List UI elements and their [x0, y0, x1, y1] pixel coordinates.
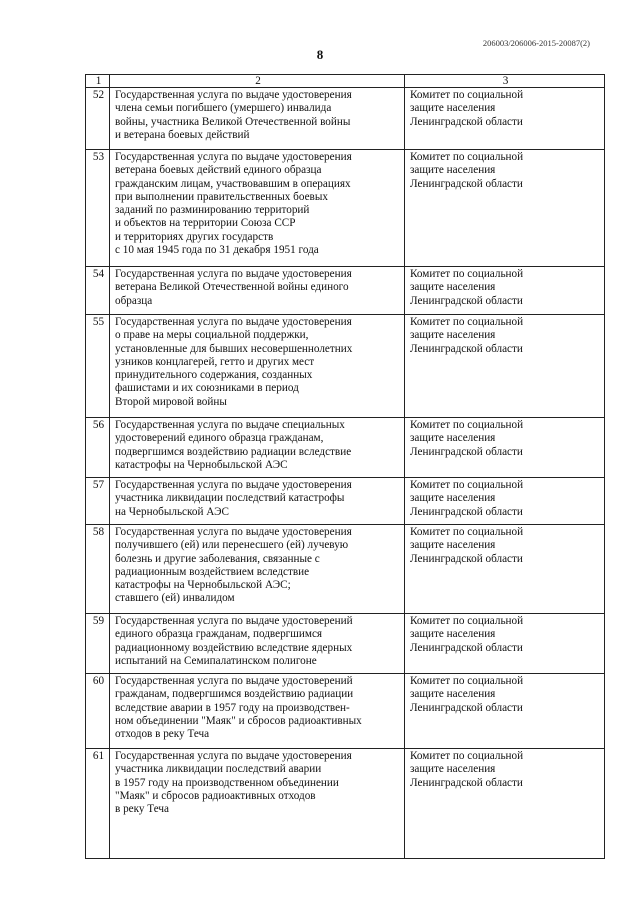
table-row	[86, 315, 605, 418]
row-number: 54	[86, 267, 110, 315]
authority-name: Комитет по социальной защите населения Ленинградской области	[405, 674, 605, 749]
row-number: 55	[86, 315, 110, 418]
row-number: 59	[86, 614, 110, 674]
column-header: 2	[110, 75, 405, 88]
document-id: 206003/206006-2015-20087(2)	[482, 38, 590, 48]
service-name: Государственная услуга по выдаче специальных удостоверений единого образца гражданам, подвергшимся воздействию радиации вследствие катастрофы на Чернобыльской АЭС	[110, 418, 405, 478]
service-name: Государственная услуга по выдаче удостоверения члена семьи погибшего (умершего) инвалида войны, участника Великой Отечественной войны и ветерана боевых действий	[110, 88, 405, 150]
authority-name: Комитет по социальной защите населения Ленинградской области	[405, 525, 605, 614]
column-header: 1	[86, 75, 110, 88]
row-number: 56	[86, 418, 110, 478]
row-number: 60	[86, 674, 110, 749]
row-number: 57	[86, 478, 110, 525]
service-name: Государственная услуга по выдаче удостоверения ветерана Великой Отечественной войны единого образца	[110, 267, 405, 315]
service-name: Государственная услуга по выдаче удостоверения получившего (ей) или перенесшего (ей) лучевую болезнь и другие заболевания, связанные с радиационным воздействием вследствие катастрофы на Чернобыльской АЭС; ставшего (ей) инвалидом	[110, 525, 405, 614]
table-row	[86, 267, 605, 315]
authority-name: Комитет по социальной защите населения Ленинградской области	[405, 315, 605, 418]
authority-name: Комитет по социальной защите населения Ленинградской области	[405, 267, 605, 315]
row-number: 53	[86, 150, 110, 267]
authority-name: Комитет по социальной защите населения Ленинградской области	[405, 88, 605, 150]
authority-name: Комитет по социальной защите населения Ленинградской области	[405, 749, 605, 859]
column-header: 3	[405, 75, 605, 88]
authority-name: Комитет по социальной защите населения Ленинградской области	[405, 418, 605, 478]
authority-name: Комитет по социальной защите населения Ленинградской области	[405, 614, 605, 674]
table-header-row	[86, 75, 605, 88]
row-number: 52	[86, 88, 110, 150]
table-row	[86, 88, 605, 150]
row-number: 58	[86, 525, 110, 614]
service-name: Государственная услуга по выдаче удостоверения участника ликвидации последствий катастрофы на Чернобыльской АЭС	[110, 478, 405, 525]
authority-name: Комитет по социальной защите населения Ленинградской области	[405, 478, 605, 525]
table-row	[86, 418, 605, 478]
table-row	[86, 749, 605, 859]
table-row	[86, 674, 605, 749]
table-row	[86, 478, 605, 525]
row-number: 61	[86, 749, 110, 859]
services-table	[85, 74, 605, 859]
page-number: 8	[316, 47, 324, 62]
service-name: Государственная услуга по выдаче удостоверения участника ликвидации последствий аварии в 1957 году на производственном объединении "Маяк" и сбросов радиоактивных отходов в реку Теча	[110, 749, 405, 859]
table-row	[86, 525, 605, 614]
service-name: Государственная услуга по выдаче удостоверения ветерана боевых действий единого образца гражданским лицам, участвовавшим в операциях при выполнении правительственных боевых заданий по разминированию территорий и объектов на территории Союза ССР и территориях других государств с 10 мая 1945 года по 31 декабря 1951 года	[110, 150, 405, 267]
table-row	[86, 614, 605, 674]
service-name: Государственная услуга по выдаче удостоверений единого образца гражданам, подвергшимся радиационному воздействию вследствие ядерных испытаний на Семипалатинском полигоне	[110, 614, 405, 674]
service-name: Государственная услуга по выдаче удостоверений гражданам, подвергшимся воздействию радиации вследствие аварии в 1957 году на производствен- ном объединении "Маяк" и сбросов радиоактивных отходов в реку Теча	[110, 674, 405, 749]
authority-name: Комитет по социальной защите населения Ленинградской области	[405, 150, 605, 267]
service-name: Государственная услуга по выдаче удостоверения о праве на меры социальной поддержки, установленные для бывших несовершеннолетних узников концлагерей, гетто и других мест принудительного содержания, созданных фашистами и их союзниками в период Второй мировой войны	[110, 315, 405, 418]
table-row	[86, 150, 605, 267]
